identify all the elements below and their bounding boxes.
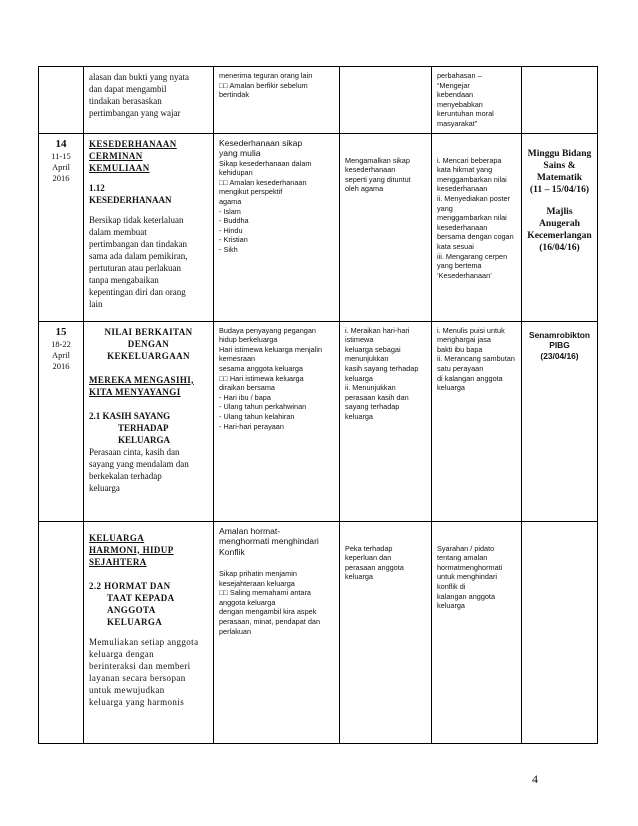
table-row [39, 321, 598, 521]
unit-title: 2.2 HORMAT DAN [89, 580, 171, 591]
unit-title: KESEDERHANAAN [89, 194, 172, 205]
activity-cell: perbahasan – “Mengejar kebendaan menyebabkan keruntuhan moral masyarakat” [432, 67, 522, 134]
value-cell: Budaya penyayang pegangan hidup berkeluarga Hari istimewa keluarga menjalin kemesraan sesama anggota keluarga □□ Hari istimewa keluarga diraikan bersama - Hari ibu / bapa - Ulang tahun perkahwinan - Ulang tahun kelahiran - Hari-hari perayaan [214, 321, 340, 521]
value-cell: Kesederhanaan sikap yang mulia Sikap kesederhanaan dalam kehidupan □□ Amalan kesederhanaan mengikut perspektif agama - Islam - Buddha - Hindu - Kristian - Sikh [214, 133, 340, 321]
activity-cell: i. Mencari beberapa kata hikmat yang menggambarkan nilai kesederhanaan ii. Menyediakan poster yang menggambarkan nilai kesederhanaan bersama dengan cogan kata sesuai iii. Mengarang cerpen yang bertema ‘Kesederhanaan’ [432, 133, 522, 321]
activity-cell: Syarahan / pidato tentang amalan hormatmenghormati untuk menghindari konflik di kalangan anggota keluarga [432, 521, 522, 743]
theme-title: KESEDERHANAAN [89, 138, 177, 149]
week-number: 15 [55, 325, 67, 338]
week-cell [39, 67, 84, 134]
unit-title: 2.1 KASIH SAYANG [89, 410, 171, 421]
table-row [39, 521, 598, 743]
event-title: Minggu Bidang [527, 147, 592, 159]
outcome-cell: Mengamalkan sikap kesederhanaan seperti yang dituntut oleh agama [340, 133, 432, 321]
event-title: Senamrobikton [529, 329, 590, 340]
sub-theme-title: MEREKA MENGASIHI, [89, 374, 194, 385]
notes-cell [522, 67, 598, 134]
activity-cell: i. Menulis puisi untuk menghargai jasa bakti ibu bapa ii. Merancang sambutan satu perayaan di kalangan anggota keluarga [432, 321, 522, 521]
event-title: Majlis Anugerah [538, 205, 581, 229]
content-cell: KESEDERHANAAN CERMINAN KEMULIAAN 1.12 KESEDERHANAAN Bersikap tidak keterlaluan dalam membuat pertimbangan dan tindakan sama ada dalam pemikiran, pertuturan atau perlakuan tanpa mengabaikan kepentingan diri dan orang lain [84, 133, 214, 321]
outcome-cell: Peka terhadap keperluan dan perasaan anggota keluarga [340, 521, 432, 743]
table-row [39, 133, 598, 321]
notes-cell: Senamrobikton PIBG (23/04/16) [522, 321, 598, 521]
week-number: 14 [55, 137, 67, 150]
week-cell: 15 18-22 April 2016 [39, 321, 84, 521]
page-number: 4 [532, 772, 538, 786]
outcome-cell: i. Meraikan hari-hari istimewa keluarga sebagai menunjukkan kasih sayang terhadap keluarga ii. Menunjukkan perasaan kasih dan sayang terhadap keluarga [340, 321, 432, 521]
week-cell: 14 11-15 April 2016 [39, 133, 84, 321]
theme-title: KELUARGA [89, 532, 145, 543]
lesson-plan-table [38, 66, 598, 744]
notes-cell: Minggu Bidang Sains & Matematik (11 – 15/04/16) Majlis Anugerah Kecemerlangan (16/04/16) [522, 133, 598, 321]
outcome2-cell [340, 67, 432, 134]
content-cell: alasan dan bukti yang nyata dan dapat mengambil tindakan berasaskan pertimbangan yang wajar [84, 67, 214, 134]
week-cell [39, 521, 84, 743]
unit-number: 1.12 [89, 182, 105, 193]
notes-cell [522, 521, 598, 743]
content-cell: NILAI BERKAITAN DENGAN KEKELUARGAAN MEREKA MENGASIHI, KITA MENYAYANGI 2.1 KASIH SAYANG TERHADAP KELUARGA Perasaan cinta, kasih dan sayang yang mendalam dan berkekalan terhadap keluarga [84, 321, 214, 521]
outcome-cell: menerima teguran orang lain □□ Amalan berfikir sebelum bertindak [214, 67, 340, 134]
theme-title: NILAI BERKAITAN [104, 326, 193, 337]
value-cell: Amalan hormat- menghormati menghindari Konflik Sikap prihatin menjamin kesejahteraan keluarga □□ Saling memahami antara anggota keluarga dengan mengambil kira aspek perasaan, minat, pendapat dan perlakuan [214, 521, 340, 743]
table-row [39, 67, 598, 134]
content-cell: KELUARGA HARMONI, HIDUP SEJAHTERA 2.2 HORMAT DAN TAAT KEPADA ANGGOTA KELUARGA Memuliakan setiap anggota keluarga dengan berinteraksi dan memberi layanan secara bersopan untuk mewujudkan keluarga yang harmonis [84, 521, 214, 743]
